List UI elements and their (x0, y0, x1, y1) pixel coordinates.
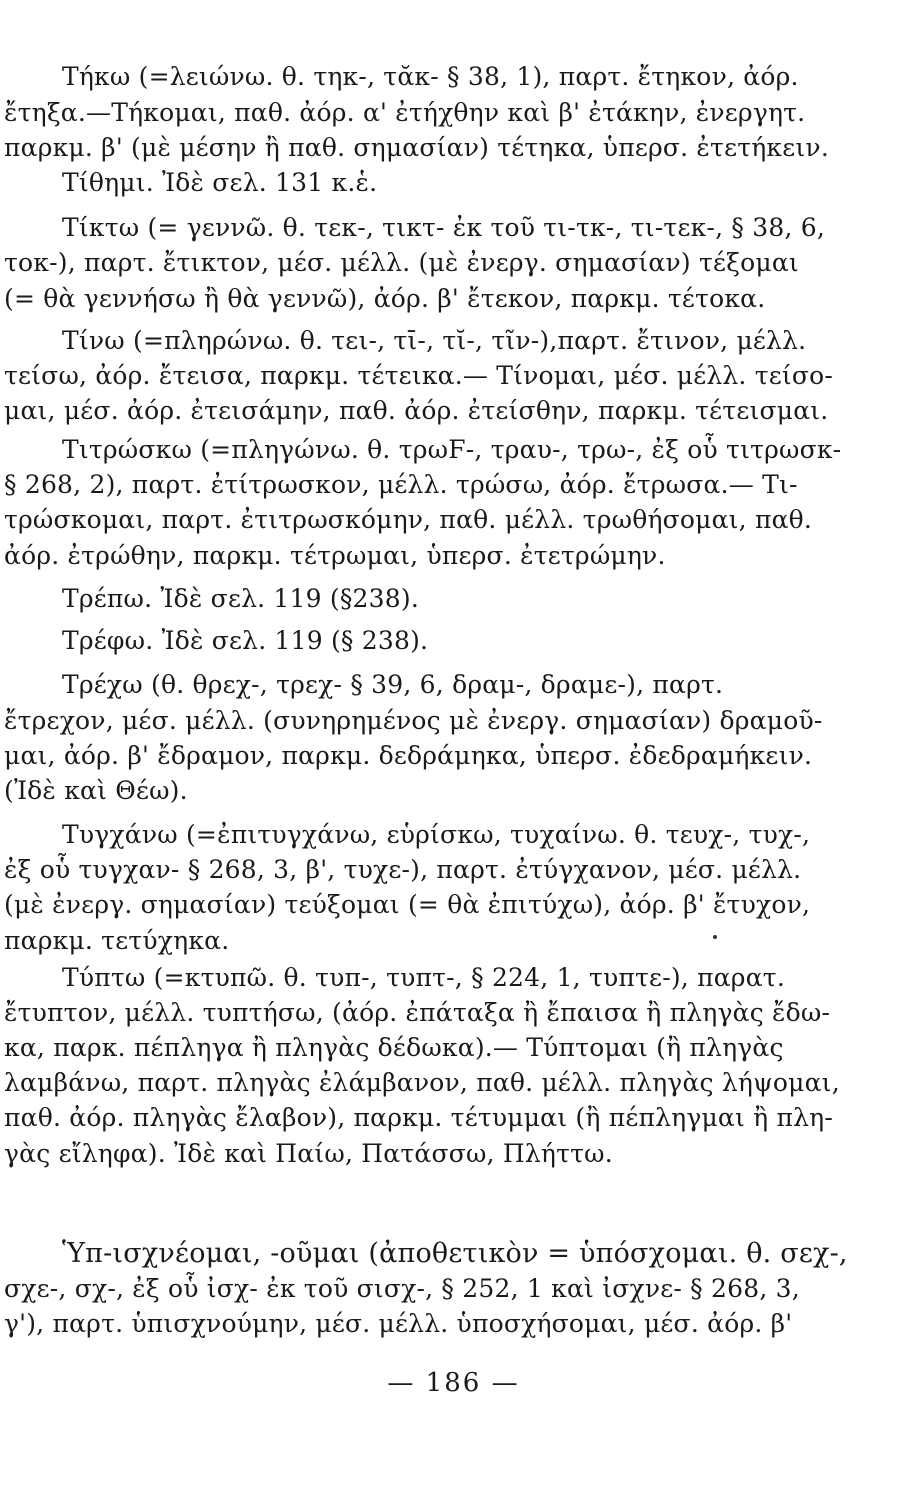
entry-tynchano-line-3: (μὲ ἐνεργ. σημασίαν) τεύξομαι (= θὰ ἐπιτύχω), ἀόρ. β' ἔτυχον, (4, 890, 811, 919)
entry-tynchano-line-4: παρκμ. τετύχηκα. (4, 926, 230, 955)
entry-titrosko-line-4: ἀόρ. ἐτρώθην, παρκμ. τέτρωμαι, ὑπερσ. ἐτετρώμην. (4, 541, 666, 570)
entry-hypischneomai-line-3: γ'), παρτ. ὑπισχνούμην, μέσ. μέλλ. ὑποσχήσομαι, μέσ. ἀόρ. β' (4, 1309, 793, 1338)
entry-typto-line-4: λαμβάνω, παρτ. πληγὰς ἐλάμβανον, παθ. μέλλ. πληγὰς λήψομαι, (4, 1068, 840, 1097)
entry-tikto-line-2: τοκ-), παρτ. ἔτικτον, μέσ. μέλλ. (μὲ ἐνεργ. σημασίαν) τέξομαι (4, 248, 799, 277)
entry-tiko-line-2: ἔτηξα.—Τήκομαι, παθ. ἀόρ. α' ἐτήχθην καὶ β' ἐτάκην, ἐνεργητ. (4, 98, 806, 127)
entry-titrosko-line-2: § 268, 2), παρτ. ἐτίτρωσκον, μέλλ. τρώσω, ἀόρ. ἔτρωσα.— Τι- (4, 470, 798, 499)
entry-hypischneomai-line-2: σχε-, σχ-, ἐξ οὗ ἰσχ- ἐκ τοῦ σισχ-, § 252, 1 καὶ ἰσχνε- § 268, 3, (4, 1274, 800, 1303)
entry-typto-line-5: παθ. ἀόρ. πληγὰς ἔλαβον), παρκμ. τέτυμμαι (ἢ πέπληγμαι ἢ πλη- (4, 1103, 833, 1132)
entry-tiko-line-3: παρκμ. β' (μὲ μέσην ἢ παθ. σημασίαν) τέτηκα, ὑπερσ. ἐτετήκειν. (4, 133, 829, 162)
entry-typto-line-3: κα, παρκ. πέπληγα ἢ πληγὰς δέδωκα).— Τύπτομαι (ἢ πληγὰς (4, 1033, 784, 1062)
entry-trecho-line-4: (Ἰδὲ καὶ Θέω). (4, 776, 188, 805)
entry-hypischneomai-line-1: Ὑπ-ισχνέομαι, -οῦμαι (ἀποθετικὸν = ὑπόσχομαι. θ. σεχ-, (62, 1238, 848, 1269)
entry-trepho-line-1: Τρέφω. Ἰδὲ σελ. 119 (§ 238). (62, 626, 429, 655)
entry-tino-line-1: Τίνω (=πληρώνω. θ. τει-, τῑ-, τῐ-, τῖν-),παρτ. ἔτινον, μέλλ. (62, 326, 807, 355)
entry-typto-line-2: ἔτυπτον, μέλλ. τυπτήσω, (ἀόρ. ἐπάταξα ἢ ἔπαισα ἢ πληγὰς ἔδω- (4, 998, 831, 1027)
entry-tino-line-3: μαι, μέσ. ἀόρ. ἐτεισάμην, παθ. ἀόρ. ἐτείσθην, παρκμ. τέτεισμαι. (4, 396, 829, 425)
entry-tikto-line-3: (= θὰ γεννήσω ἢ θὰ γεννῶ), ἀόρ. β' ἔτεκον, παρκμ. τέτοκα. (4, 284, 766, 313)
print-speck (713, 935, 717, 939)
entry-typto-line-1: Τύπτω (=κτυπῶ. θ. τυπ-, τυπτ-, § 224, 1, τυπτε-), παρατ. (62, 963, 785, 992)
entry-trecho-line-3: μαι, ἀόρ. β' ἔδραμον, παρκμ. δεδράμηκα, ὑπερσ. ἐδεδραμήκειν. (4, 741, 813, 770)
entry-tikto-line-1: Τίκτω (= γεννῶ. θ. τεκ-, τικτ- ἐκ τοῦ τι-τκ-, τι-τεκ-, § 38, 6, (62, 213, 825, 242)
entry-trecho-line-1: Τρέχω (θ. θρεχ-, τρεχ- § 39, 6, δραμ-, δραμε-), παρτ. (62, 670, 724, 699)
entry-titrosko-line-3: τρώσκομαι, παρτ. ἐτιτρωσκόμην, παθ. μέλλ. τρωθήσομαι, παθ. (4, 505, 813, 534)
page-number: — 186 — (387, 1368, 520, 1398)
entry-tithemi-line-1: Τίθημι. Ἰδὲ σελ. 131 κ.ἑ. (62, 168, 378, 197)
entry-typto-line-6: γὰς εἴληφα). Ἰδὲ καὶ Παίω, Πατάσσω, Πλήττω. (4, 1139, 613, 1168)
entry-tynchano-line-2: ἐξ οὗ τυγχαν- § 268, 3, β', τυχε-), παρτ. ἐτύγχανον, μέσ. μέλλ. (4, 855, 802, 884)
entry-titrosko-line-1: Τιτρώσκω (=πληγώνω. θ. τρωϜ-, τραυ-, τρω-, ἐξ οὗ τιτρωσκ- (62, 435, 842, 464)
entry-tino-line-2: τείσω, ἀόρ. ἔτεισα, παρκμ. τέτεικα.— Τίνομαι, μέσ. μέλλ. τείσο- (4, 361, 834, 390)
entry-trecho-line-2: ἔτρεχον, μέσ. μέλλ. (συνηρημένος μὲ ἐνεργ. σημασίαν) δραμοῦ- (4, 706, 823, 735)
entry-trepo-line-1: Τρέπω. Ἰδὲ σελ. 119 (§238). (62, 584, 419, 613)
entry-tynchano-line-1: Τυγχάνω (=ἐπιτυγχάνω, εὑρίσκω, τυχαίνω. θ. τευχ-, τυχ-, (62, 820, 811, 849)
entry-tiko-line-1: Τήκω (=λειώνω. θ. τηκ-, τᾰκ- § 38, 1), παρτ. ἔτηκον, ἀόρ. (62, 62, 799, 91)
